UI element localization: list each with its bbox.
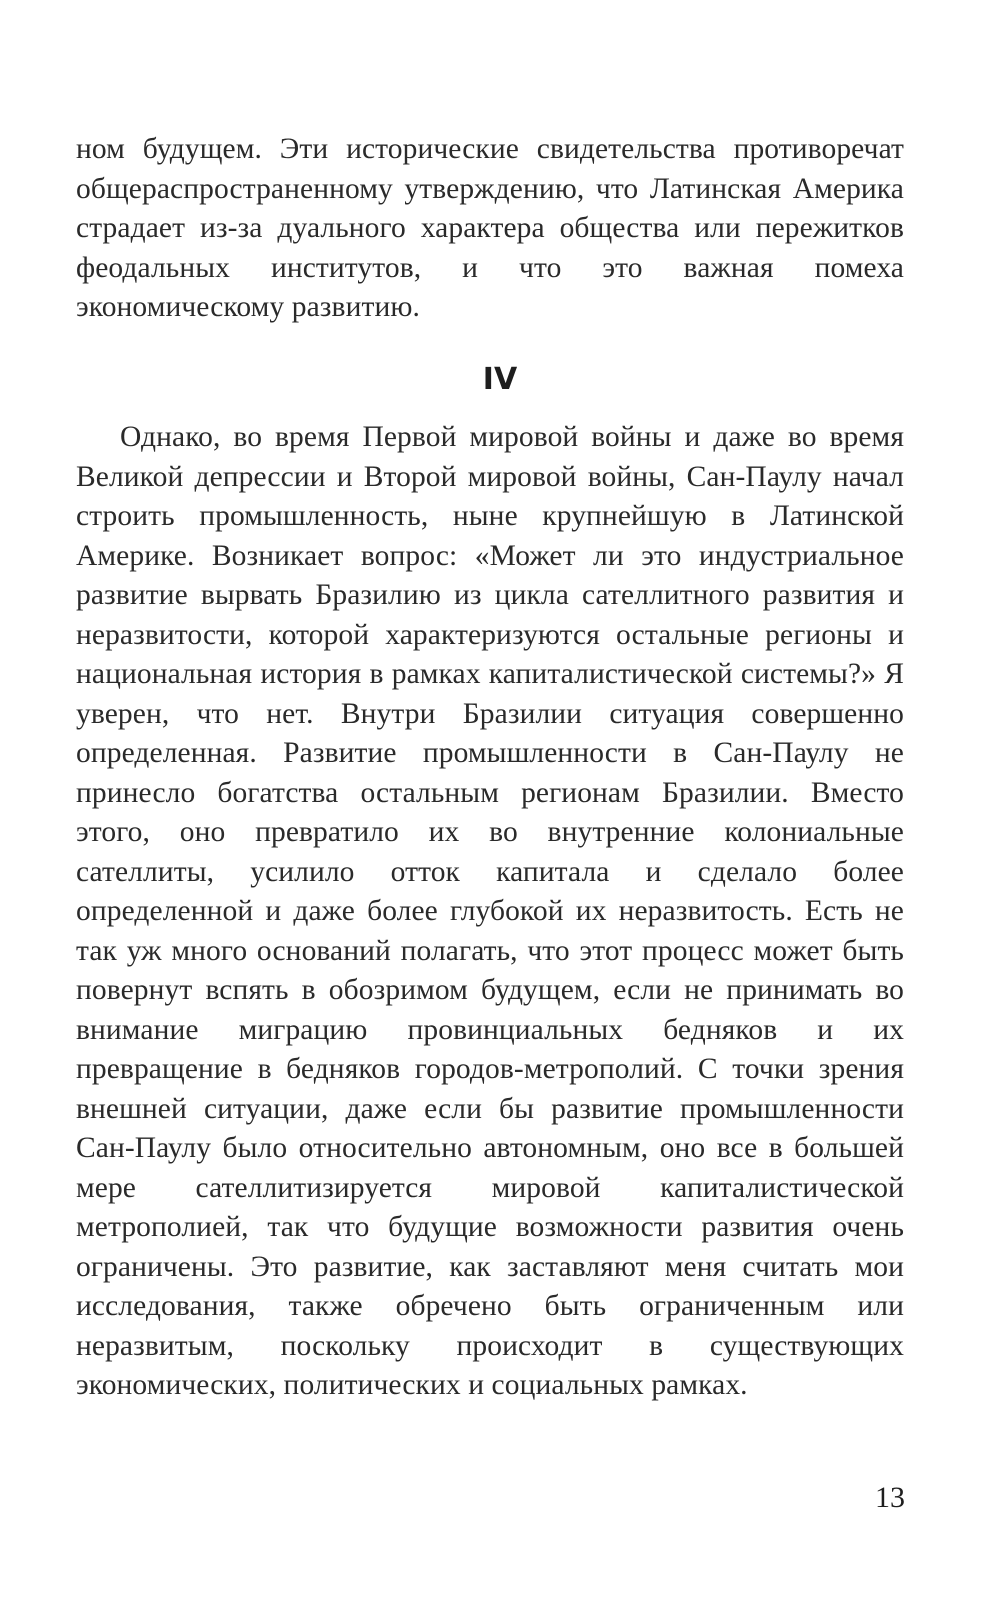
section-heading: IV bbox=[482, 362, 518, 397]
page-number: 13 bbox=[875, 1481, 905, 1514]
paragraph-main: Однако, во время Первой мировой войны и даже во время Великой депрессии и Второй мировой войны, Сан-Паулу начал строить промышленность, ныне крупнейшую в Латинской Америке. Возникает вопрос: «Может ли это индустриальное развитие вырвать Бразилию из цикла сателлитного развития и неразвитости, которой характеризуются остальные регионы и национальная история в рамках капиталистической системы?» Я уверен, что нет. Внутри Бразилии ситуация совершенно определенная. Развитие промышленности в Сан-Паулу не принесло богатства остальным регионам Бразилии. Вместо этого, оно превратило их во внутренние колониальные сателлиты, усилило отток капитала и сделало более определенной и даже более глубокой их неразвитость. Есть не так уж много оснований полагать, что этот процесс может быть повернут вспять в обозримом будущем, если не принимать во внимание миграцию провинциальных бедняков и их превращение в бедняков городов-метрополий. С точки зрения внешней ситуации, даже если бы развитие промышленности Сан-Паулу было относительно автономным, оно все в большей мере сателлитизируется мировой капиталистической метрополией, так что будущие возможности развития очень ограничены. Это развитие, как заставляют меня считать мои исследования, также обречено быть ограниченным или неразвитым, поскольку происходит в существующих экономических, политических и социальных рамках. bbox=[76, 421, 904, 1401]
paragraph-continued: ном будущем. Эти исторические свидетельства противоречат общераспространенному утверждению, что Латинская Америка страдает из-за дуального характера общества или пережитков феодальных институтов, и что это важная помеха экономическому развитию. bbox=[76, 133, 904, 323]
